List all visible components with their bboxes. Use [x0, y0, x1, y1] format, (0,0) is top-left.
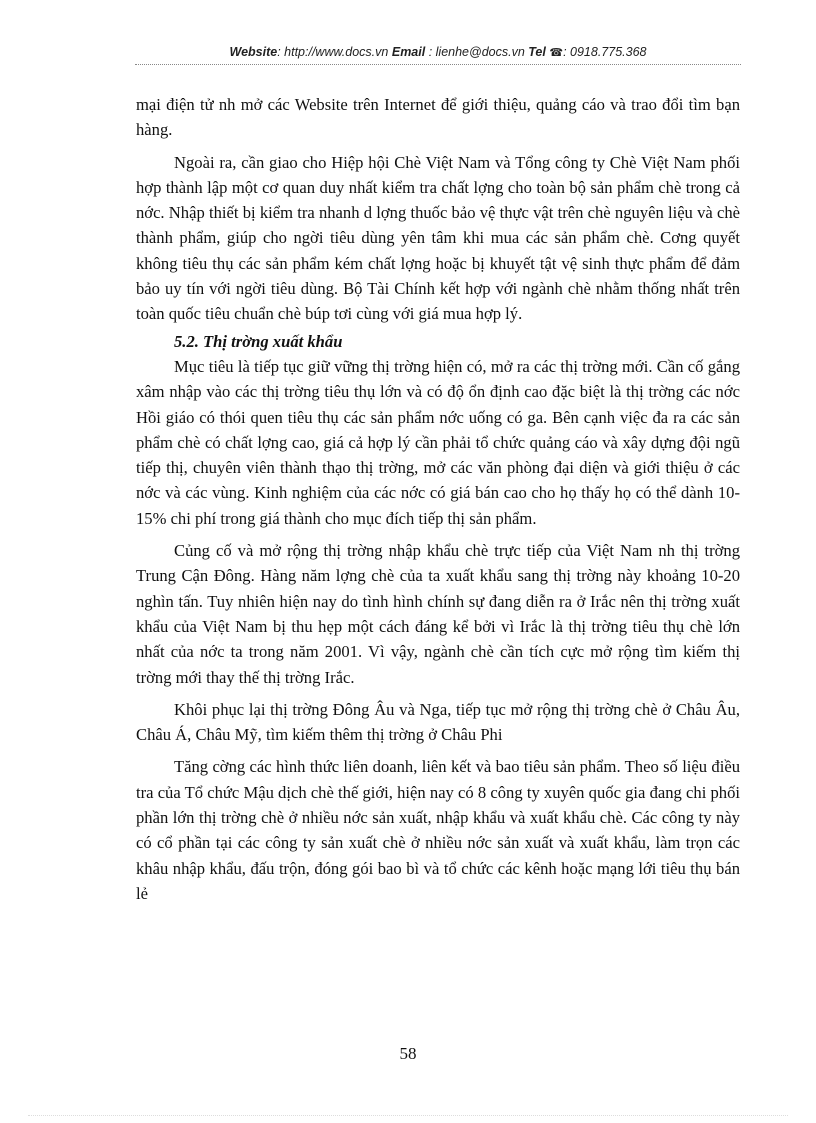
tel-label: Tel	[528, 45, 546, 59]
website-url: : http://www.docs.vn	[277, 45, 389, 59]
tel-value: : 0918.775.368	[563, 45, 647, 59]
email-value: : lienhe@docs.vn	[428, 45, 525, 59]
paragraph: Tăng cờng các hình thức liên doanh, liên kết và bao tiêu sản phẩm. Theo số liệu điều tra của Tổ chức Mậu dịch chè thế giới, hiện nay có 8 công ty xuyên quốc gia đang chi phối phần lớn thị trờng chè ở nhiều nớc sản xuất, nhập khẩu và xuất khẩu chè. Các công ty này có cổ phần tại các công ty sản xuất chè ở nhiều nớc sản xuất và xuất khẩu, làm trọn các khâu nhập khẩu, đấu trộn, đóng gói bao bì và tổ chức các kênh hoặc mạng lới tiêu thụ bán lẻ	[136, 757, 740, 903]
page-number: 58	[399, 1044, 417, 1063]
footer-divider	[28, 1115, 788, 1116]
email-label: Email	[391, 45, 426, 59]
paragraph: Khôi phục lại thị trờng Đông Âu và Nga, tiếp tục mở rộng thị trờng chè ở Châu Âu, Châu Á, Châu Mỹ, tìm kiếm thêm thị trờng ở Châu Phi	[136, 699, 740, 745]
paragraph: mại điện tử nh mở các Website trên Internet để giới thiệu, quảng cáo và trao đổi tìm bạn hàng.	[136, 95, 740, 140]
phone-icon: ☎	[549, 47, 564, 59]
header-divider	[135, 64, 741, 65]
page-header	[135, 45, 741, 59]
paragraph: Củng cố và mở rộng thị trờng nhập khẩu chè trực tiếp của Việt Nam nh thị trờng Trung Cận Đông. Hàng năm lợng chè của ta xuất khẩu sang thị trờng này khoảng 10-20 nghìn tấn. Tuy nhiên hiện nay do tình hình chính sự đang diễn ra ở Irắc nên thị trờng xuất khẩu của Việt Nam bị thu hẹp một cách đáng kể bởi vì Irắc là thị trờng tiêu thụ chè lớn nhất của nớc ta trong năm 2001. Vì vậy, ngành chè cần tích cực mở rộng tìm kiếm thị trờng mới thay thế thị trờng Irắc.	[136, 541, 740, 687]
document-body	[136, 92, 740, 913]
paragraph: Ngoài ra, cần giao cho Hiệp hội Chè Việt Nam và Tổng công ty Chè Việt Nam phối hợp thành lập một cơ quan duy nhất kiểm tra chất lợng cho toàn bộ sản phẩm chè trong cả nớc. Nhập thiết bị kiểm tra nhanh d lợng thuốc bảo vệ thực vật trên chè nguyên liệu và chè thành phẩm, giúp cho ngời tiêu dùng yên tâm khi mua các sản phẩm chè. Cơng quyết không tiêu thụ các sản phẩm kém chất lợng hoặc bị khuyết tật vệ sinh thực phẩm để đảm bảo uy tín với ngời tiêu dùng. Bộ Tài Chính kết hợp với ngành chè nhằm thống nhất trên toàn quốc tiêu chuẩn chè búp tơi cùng với giá mua hợp lý.	[136, 152, 740, 324]
website-label: Website	[229, 45, 278, 59]
section-heading: 5.2. Thị trờng xuất khẩu	[174, 331, 343, 351]
paragraph: Mục tiêu là tiếp tục giữ vững thị trờng hiện có, mở ra các thị trờng mới. Cần cố gắng xâm nhập vào các thị trờng tiêu thụ lớn và có độ ổn định cao đặc biệt là thị trờng các nớc Hồi giáo có thói quen tiêu thụ các sản phẩm nớc uống có ga. Bên cạnh việc đa ra các sản phẩm chè có chất lợng cao, giá cả hợp lý cần phải tổ chức quảng cáo và xây dựng đội ngũ tiếp thị, chuyên viên thành thạo thị trờng, mở các văn phòng đại diện và giới thiệu ở các nớc và các vùng. Kinh nghiệm của các nớc có giá bán cao cho họ thấy họ có thể dành 10-15% chi phí trong giá thành cho mục đích tiếp thị sản phẩm.	[136, 356, 740, 528]
